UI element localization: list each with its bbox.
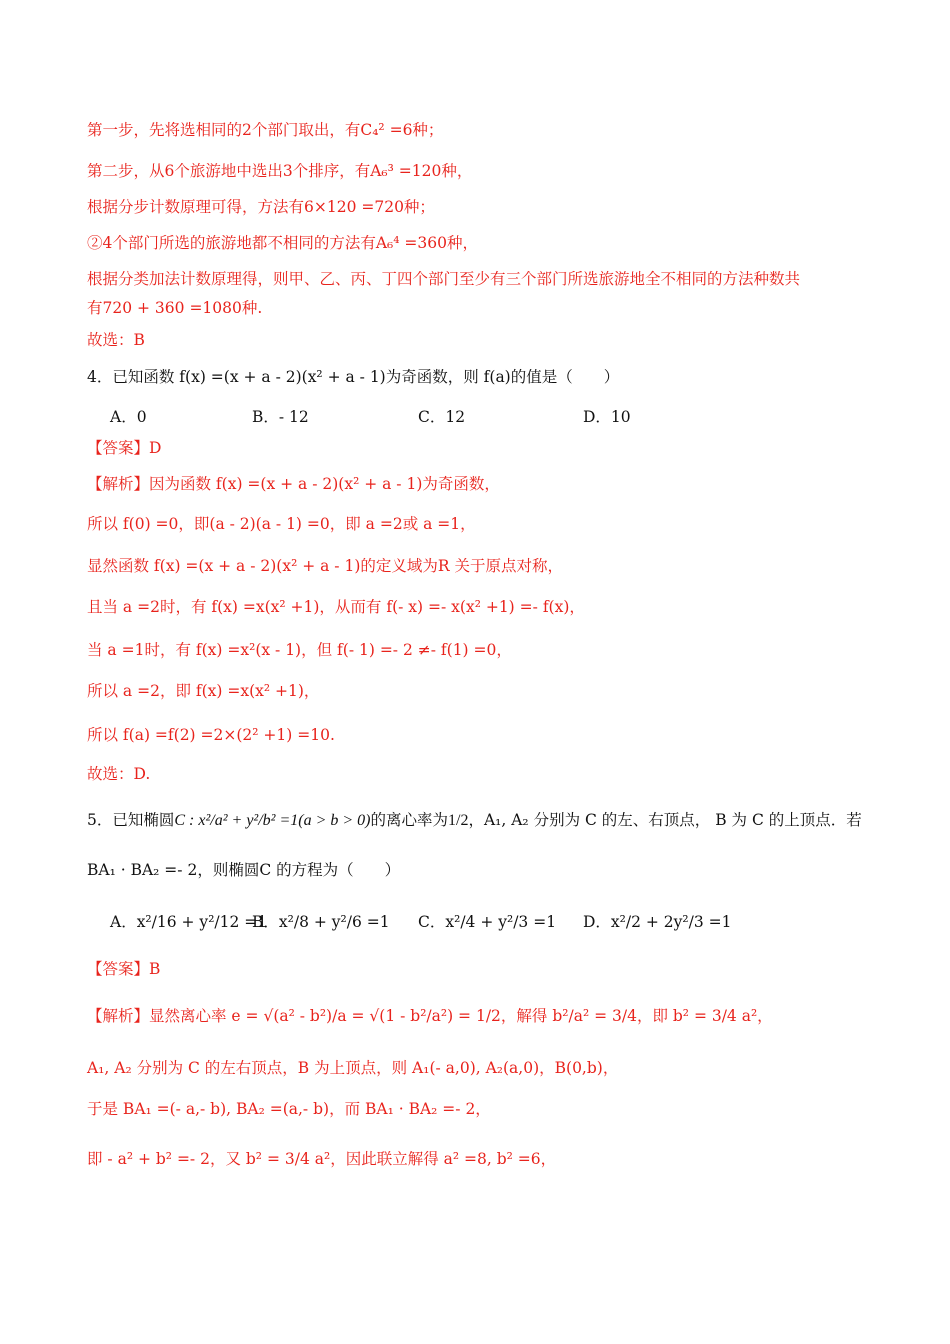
q5-option-b: B．x²/8 + y²/6 =1 — [252, 913, 390, 931]
step-product-line: 根据分步计数原理可得，方法有6×120 =720种； — [87, 198, 435, 216]
q4-option-b: B．- 12 — [252, 408, 309, 426]
q5-analysis-1: 【解析】显然离心率 e = √(a² - b²)/a = √(1 - b²/a²) = 1/2，解得 b²/a² = 3/4，即 b² = 3/4 a²， — [87, 1007, 773, 1025]
ellipse-equation: C : x²/a² + y²/b² =1(a > b > 0) — [174, 812, 371, 829]
q4-analysis-3: 显然函数 f(x) =(x + a - 2)(x² + a - 1)的定义域为R 关于原点对称， — [87, 557, 563, 575]
q4-option-a: A．0 — [110, 408, 147, 426]
sum-principle-line: 根据分类加法计数原理得，则甲、乙、丙、丁四个部门至少有三个部门所选旅游地全不相同的方法种数共 — [87, 270, 801, 288]
q5-stem-2: BA₁ · BA₂ =- 2，则椭圆C 的方程为（ ） — [87, 861, 401, 879]
q4-stem: 4．已知函数 f(x) =(x + a - 2)(x² + a - 1)为奇函数，则 f(a)的值是（ ） — [87, 368, 620, 386]
q4-analysis-7: 所以 f(a) =f(2) =2×(2² +1) =10. — [87, 726, 335, 744]
q4-analysis-1: 【解析】因为函数 f(x) =(x + a - 2)(x² + a - 1)为奇函数， — [87, 475, 500, 493]
q5-analysis-2: A₁, A₂ 分别为 C 的左右顶点，B 为上顶点，则 A₁(- a,0), A₂(a,0)，B(0,b)， — [87, 1059, 619, 1077]
q4-option-d: D．10 — [583, 408, 631, 426]
q5-option-a: A．x²/16 + y²/12 =1 — [110, 913, 268, 931]
q5-option-d: D．x²/2 + 2y²/3 =1 — [583, 913, 732, 931]
q4-analysis-2: 所以 f(0) =0，即(a - 2)(a - 1) =0，即 a =2或 a =1， — [87, 515, 476, 533]
case-two-line: ②4个部门所选的旅游地都不相同的方法有A₆⁴ =360种， — [87, 234, 478, 252]
q5-stem: 5．已知椭圆C : x²/a² + y²/b² =1(a > b > 0)的离心率为1/2，A₁, A₂ 分别为 C 的左、右顶点， B 为 C 的上顶点．若 — [87, 811, 862, 829]
q5-answer: 【答案】B — [87, 960, 161, 978]
q4-analysis-4: 且当 a =2时，有 f(x) =x(x² +1)，从而有 f(- x) =- x(x² +1) =- f(x)， — [87, 598, 585, 616]
step-one-line: 第一步，先将选相同的2个部门取出，有C₄² =6种； — [87, 121, 444, 139]
choice-b-line: 故选：B — [87, 331, 145, 349]
q4-option-c: C．12 — [418, 408, 466, 426]
q5-analysis-3: 于是 BA₁ =(- a,- b), BA₂ =(a,- b)，而 BA₁ · BA₂ =- 2， — [87, 1100, 491, 1118]
sum-result-line: 有720 + 360 =1080种. — [87, 299, 263, 317]
step-two-line: 第二步，从6个旅游地中选出3个排序，有A₆³ =120种， — [87, 162, 473, 180]
q4-analysis-8: 故选：D. — [87, 765, 151, 783]
eccentricity-value: 1/2 — [448, 812, 469, 829]
q4-analysis-6: 所以 a =2，即 f(x) =x(x² +1)， — [87, 682, 320, 700]
q4-analysis-5: 当 a =1时，有 f(x) =x²(x - 1)，但 f(- 1) =- 2 ≠- f(1) =0， — [87, 641, 512, 659]
q4-answer: 【答案】D — [87, 439, 162, 457]
q5-option-c: C．x²/4 + y²/3 =1 — [418, 913, 557, 931]
q5-analysis-4: 即 - a² + b² =- 2，又 b² = 3/4 a²，因此联立解得 a² =8, b² =6， — [87, 1150, 557, 1168]
